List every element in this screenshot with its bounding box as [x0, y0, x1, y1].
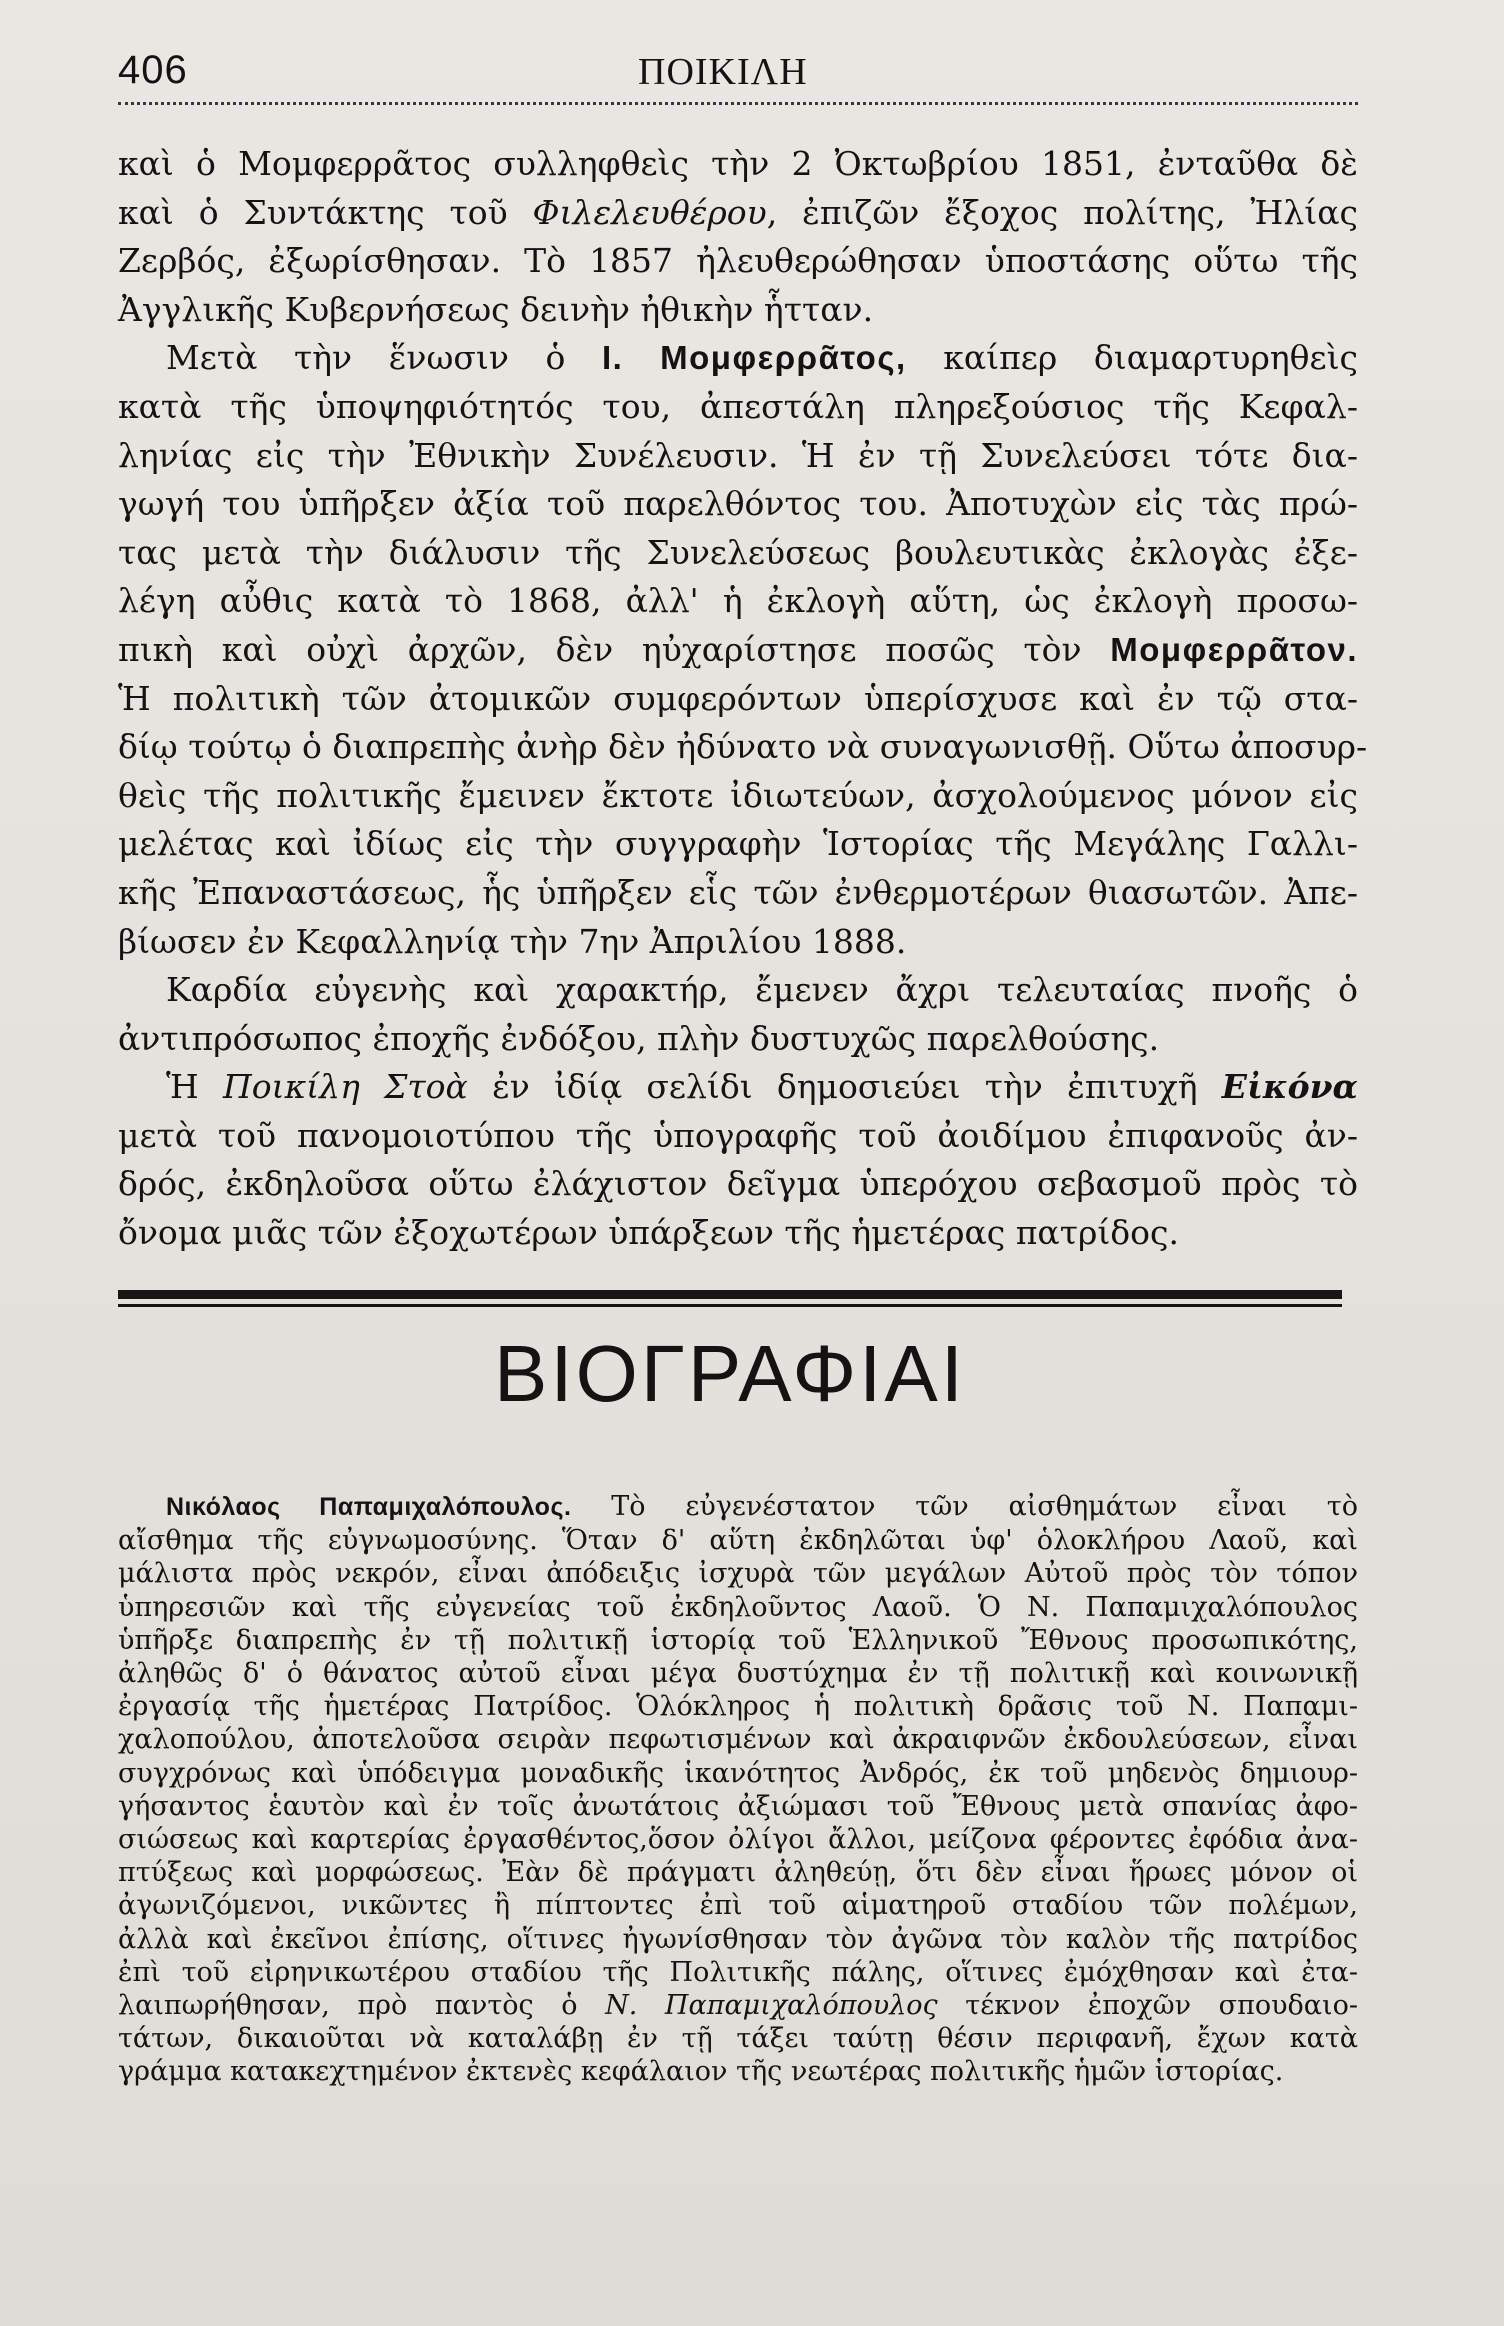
text-line: καὶ ὁ Μομφερρᾶτος συλληφθεὶς τὴν 2 Ὀκτωβρίου 1851, ἐνταῦθα δὲ: [118, 144, 1358, 183]
text-line: ἐργασίᾳ τῆς ἡμετέρας Πατρίδος. Ὁλόκληρος ἡ πολιτικὴ δρᾶσις τοῦ Ν. Παπαμι-: [118, 1691, 1358, 1723]
text-line: δίῳ τούτῳ ὁ διαπρεπὴς ἀνὴρ δὲν ἠδύνατο νὰ συναγωνισθῇ. Οὕτω ἀποσυρ-: [118, 727, 1368, 767]
article-continuation: [118, 140, 1368, 1258]
text-line: Ἡ Ποικίλη Στοὰ ἐν ἰδίᾳ σελίδι δημοσιεύει τὴν ἐπιτυχῆ Εἰκόνα: [166, 1067, 1358, 1107]
text-line: συγχρόνως καὶ ὑπόδειγμα μοναδικῆς ἱκανότητος Ἀνδρός, ἐκ τοῦ μηδενὸς δημιουρ-: [118, 1757, 1358, 1789]
section-divider-thick: [118, 1290, 1342, 1299]
page-number: 406: [118, 48, 188, 92]
image-reference: Εἰκόνα: [1221, 1067, 1358, 1107]
text-line: μετὰ τοῦ πανομοιοτύπου τῆς ὑπογραφῆς τοῦ ἀοιδίμου ἐπιφανοῦς ἀν-: [118, 1115, 1358, 1155]
text-line: ἀντιπρόσωπος ἐποχῆς ἐνδόξου, πλὴν δυστυχῶς παρελθούσης.: [118, 1018, 1160, 1058]
text-line: Νικόλαος Παπαμιχαλόπουλος. Τὸ εὐγενέστατον τῶν αἰσθημάτων εἶναι τὸ: [166, 1491, 1358, 1522]
text-line: βίωσεν ἐν Κεφαλληνίᾳ τὴν 7ην Ἀπριλίου 1888.: [118, 921, 907, 961]
text-line: Ἀγγλικῆς Κυβερνήσεως δεινὴν ἠθικὴν ἧτταν.: [118, 289, 874, 329]
text-line: μάλιστα πρὸς νεκρόν, εἶναι ἀπόδειξις ἰσχυρὰ τῶν μεγάλων Αὐτοῦ πρὸς τὸν τόπον: [118, 1558, 1358, 1590]
text-line: ἀλλὰ καὶ ἐκεῖνοι ἐπίσης, οἵτινες ἠγωνίσθησαν τὸν ἀγῶνα τὸν καλὸν τῆς πατρίδος: [118, 1923, 1358, 1955]
biography-name: Νικόλαος Παπαμιχαλόπουλος.: [166, 1493, 572, 1521]
section-divider-thin: [118, 1304, 1342, 1307]
text-line: γωγή του ὑπῆρξεν ἀξία τοῦ παρελθόντος του. Ἀποτυχὼν εἰς τὰς πρώ-: [118, 484, 1358, 524]
header-rule: [118, 102, 1358, 105]
text-line: ληνίας εἰς τὴν Ἐθνικὴν Συνέλευσιν. Ἡ ἐν τῇ Συνελεύσει τότε δια-: [118, 435, 1358, 475]
text-line: μελέτας καὶ ἰδίως εἰς τὴν συγγραφὴν Ἱστορίας τῆς Μεγάλης Γαλλι-: [118, 824, 1358, 864]
text-line: πτύξεως καὶ μορφώσεως. Ἐὰν δὲ πράγματι ἀληθεύῃ, ὅτι δὲν εἶναι ἥρωες μόνον οἱ: [118, 1857, 1358, 1889]
text-line: τας μετὰ τὴν διάλυσιν τῆς Συνελεύσεως βουλευτικὰς ἐκλογὰς ἐξε-: [118, 532, 1358, 572]
text-line: σιώσεως καὶ καρτερίας ἐργασθέντος,ὅσον ὀλίγοι ἄλλοι, μείζονα φέροντες ἐφόδια ἀνα-: [118, 1824, 1358, 1856]
text-line: θεὶς τῆς πολιτικῆς ἔμεινεν ἔκτοτε ἰδιωτεύων, ἀσχολούμενος μόνον εἰς: [118, 775, 1358, 815]
text-line: αἴσθημα τῆς εὐγνωμοσύνης. Ὅταν δ' αὕτη ἐκδηλῶται ὑφ' ὁλοκλήρου Λαοῦ, καὶ: [118, 1525, 1358, 1557]
text-line: Καρδία εὐγενὴς καὶ χαρακτήρ, ἔμενεν ἄχρι τελευταίας πνοῆς ὁ: [166, 970, 1358, 1010]
text-line: ὑπῆρξε διαπρεπὴς ἐν τῇ πολιτικῇ ἱστορίᾳ τοῦ Ἑλληνικοῦ Ἔθνους προσωπικότης,: [118, 1624, 1358, 1656]
running-title: ΠΟΙΚΙΛΗ: [638, 51, 808, 93]
text-line: Ζερβός, ἐξωρίσθησαν. Τὸ 1857 ἠλευθερώθησαν ὑποστάσης οὕτω τῆς: [118, 241, 1358, 281]
person-name: Ι. Μομφερρᾶτος,: [602, 339, 907, 377]
text-line: τάτων, δικαιοῦται νὰ καταλάβῃ ἐν τῇ τάξει ταύτῃ θέσιν περιφανῆ, ἔχων κατὰ: [118, 2023, 1358, 2055]
text-line: λέγη αὖθις κατὰ τὸ 1868, ἀλλ' ἡ ἐκλογὴ αὕτη, ὡς ἐκλογὴ προσω-: [118, 581, 1358, 621]
text-line: κῆς Ἐπαναστάσεως, ἧς ὑπῆρξεν εἷς τῶν ἐνθερμοτέρων θιασωτῶν. Ἀπε-: [118, 872, 1358, 912]
text-line: κατὰ τῆς ὑποψηφιότητός του, ἀπεστάλη πληρεξούσιος τῆς Κεφαλ-: [118, 386, 1358, 426]
text-line: Μετὰ τὴν ἕνωσιν ὁ Ι. Μομφερρᾶτος, καίπερ διαμαρτυρηθεὶς: [166, 338, 1358, 378]
text-line: δρός, ἐκδηλοῦσα οὕτω ἐλάχιστον δεῖγμα ὑπερόχου σεβασμοῦ πρὸς τὸ: [118, 1164, 1358, 1204]
text-line: ὄνομα μιᾶς τῶν ἐξοχωτέρων ὑπάρξεων τῆς ἡμετέρας πατρίδος.: [118, 1213, 1180, 1253]
text-line: γήσαντος ἑαυτὸν καὶ ἐν τοῖς ἀνωτάτοις ἀξιώμασι τοῦ Ἔθνους μετὰ σπανίας ἀφο-: [118, 1790, 1358, 1822]
person-name: Ν. Παπαμιχαλόπουλος: [605, 1990, 938, 2022]
text-line: ἀγωνιζόμενοι, νικῶντες ἢ πίπτοντες ἐπὶ τοῦ αἱματηροῦ σταδίου τῶν πολέμων,: [118, 1890, 1358, 1922]
page-header: [118, 48, 1358, 104]
text-line: ἀληθῶς δ' ὁ θάνατος αὐτοῦ εἶναι μέγα δυστύχημα ἐν τῇ πολιτικῇ καὶ κοινωνικῇ: [118, 1658, 1358, 1690]
text-line: ὑπηρεσιῶν καὶ τῆς εὐγενείας τοῦ ἐκδηλοῦντος Λαοῦ. Ὁ Ν. Παπαμιχαλόπουλος: [118, 1591, 1358, 1623]
section-title: ΒΙΟΓΡΑΦΙΑΙ: [494, 1329, 966, 1418]
person-name: Μομφερρᾶτον.: [1110, 630, 1358, 668]
biography-entry: [118, 1490, 1358, 2089]
text-line: πικὴ καὶ οὐχὶ ἀρχῶν, δὲν ηὐχαρίστησε ποσῶς τὸν Μομφερρᾶτον.: [118, 629, 1358, 669]
text-line: χαλοπούλου, ἀποτελοῦσα σειρὰν πεφωτισμένων καὶ ἀκραιφνῶν ἐκδουλεύσεων, εἶναι: [118, 1724, 1358, 1756]
text-line: λαιπωρήθησαν, πρὸ παντὸς ὁ Ν. Παπαμιχαλόπουλος τέκνον ἐποχῶν σπουδαιο-: [118, 1990, 1358, 2022]
text-line: Ἡ πολιτικὴ τῶν ἀτομικῶν συμφερόντων ὑπερίσχυσε καὶ ἐν τῷ στα-: [118, 678, 1358, 718]
text-line: γράμμα κατακεχτημένον ἐκτενὲς κεφάλαιον τῆς νεωτέρας πολιτικῆς ἡμῶν ἱστορίας.: [118, 2056, 1284, 2088]
text-line: ἐπὶ τοῦ εἰρηνικωτέρου σταδίου τῆς Πολιτικῆς πάλης, οἵτινες ἐμόχθησαν καὶ ἐτα-: [118, 1956, 1358, 1988]
text-line: καὶ ὁ Συντάκτης τοῦ Φιλελευθέρου, ἐπιζῶν ἔξοχος πολίτης, Ἠλίας: [118, 192, 1358, 232]
publication-name: Ποικίλη Στοὰ: [223, 1067, 468, 1107]
